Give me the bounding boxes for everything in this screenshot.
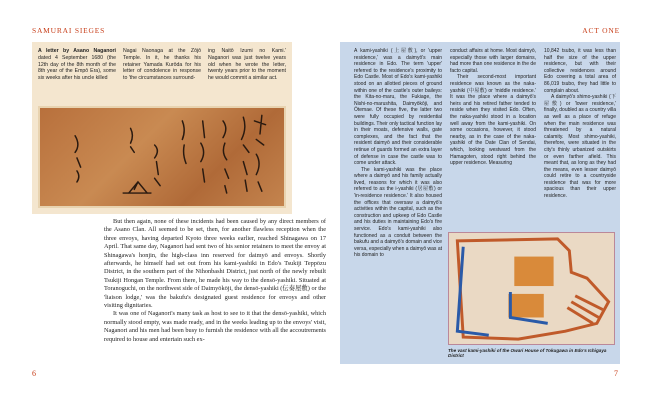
sidebar-column: Nagai Naonaga at the Zōjō Temple. In it, he thanks his retainer Yamada Kurōda for his letter of condolence in response to 'the circumstances surround-: [123, 48, 201, 82]
sidebar-text: dated 4 September 1680 (the 12th day of the 8th month of the 8th year of the Empō Era), some six weeks after his uncle killed: [38, 54, 116, 82]
body-text: [104, 218, 326, 344]
paragraph: It was one of Naganori's many task as host to see to it that the densō-yashiki, which normally stood empty, was made ready, and in the weeks leading up to the envoys' visit, Naganori and his men had been busy to furnish the residence with all the accoutrements required to house and entertain such ex-: [104, 310, 326, 343]
page-number-right: 7: [614, 369, 618, 378]
sidebar-column: [450, 48, 536, 167]
running-head-left: SAMURAI SIEGES: [32, 26, 106, 35]
page-number-left: 6: [32, 369, 36, 378]
sidebar-column: [354, 48, 442, 259]
residence-sidebar: [340, 42, 620, 364]
map-image: [448, 232, 615, 345]
sidebar-column: ing Naitō Izumi no Kami.' Naganori was just twelve years old when he wrote the letter, twenty years prior to the moment he would commit a similar act.: [208, 48, 286, 82]
paragraph: The kami-yashiki was the place where a daimyō and his family actually lived, reasons for which it was also referred to as the i-yashiki (居屋敷) or 'in-residence residence.' It also housed the offices that oversaw a daimyō's activities within the capital, such as the construction and upkeep of Edo Castle and his duties in maintaining Edo's fire service. Edo's kami-yashiki also functioned as a conduit between the bakufu and a daimyō's domain and vice versa, especially when a daimyō was at his domain to: [354, 166, 442, 259]
paragraph: A daimyō's shimo-yashiki (下屋敷) or 'lower residence,' finally, doubled as a country villa as well as a place of refuge when the main residence was threatened by a natural calamity. Most shimo-yashiki, therefore, were situated in the city's thinly urbanized outskirts or even farther afield. This meant that, as long as they had the means, even lesser daimyō could retire to a countryside residence that was for more spacious than their upper residence.: [544, 94, 616, 200]
sidebar-column: [544, 48, 616, 200]
paragraph: conduct affairs at home. Most daimyō, especially those with larger domains, had more than one residence in the de facto capital.: [450, 48, 536, 74]
paragraph: But then again, none of these incidents had been caused by any direct members of the Asano Clan. All seemed to be set, then, for another flawless reception when the three envoys, having departed Kyoto three weeks earlier, reached Shinagawa on 17 April. That same day, Naganori had sent two of his senior retainers to meet the envoy at Shinagawa's honjin, the high-class inn reserved for daimyō and envoys. Shortly afterwards, he himself had set out from his kami-yashiki in Edo's Tsukiji Teppōzu District, in the southern part of the Nihonbashi District, just north of the newly rebuilt Tsukiji Hongan Temple. From there, he made his way to the densō-yashiki. Situated at Toranoguchi, on the northwest side of Daimyōkōji, the densō-yashiki (伝奏屋敷) or the 'liaison lodge,' was the bakufu's designated guest residence for envoys and other visiting dignitaries.: [104, 218, 326, 310]
map-caption: The vast kami-yashiki of the Owari House of Tokugawa in Edo's Ichigaya District: [448, 348, 607, 358]
paragraph: 10,842 tsubo, it was less than half the size of the upper residence, but with their collective residences around Edo covering a total area of 86,019 tsubo, they had little to complain about.: [544, 48, 616, 94]
paragraph: Their second-most important residence was known as the naka-yashiki (中屋敷) or 'middle residence.' It was the place where a daimyō's heirs and his retired father tended to reside when they visited Edo. Often, the naka-yashiki stood in a location well away from the kami-yashiki. On some occasions, however, it stood nearby, as in the case of the naka-yashiki of the Date Clan of Sendai, which, looking westward from the Hamagoten, stood right behind the upper residence. Measuring: [450, 74, 536, 167]
letter-image: [38, 106, 286, 208]
letter-sidebar: [32, 42, 292, 214]
sidebar-lead: A letter by Asano Naganori: [38, 48, 116, 54]
running-head-right: ACT ONE: [582, 26, 620, 35]
sidebar-column: [38, 48, 116, 82]
paragraph: A kami-yashiki (上屋敷), or 'upper residence,' was a daimyō's main residence in Edo. The term 'upper' referred to the residence's proximity to Edo Castle. Most of Edo's kami-yashiki stood on an allotted pieces of ground within one of the castle's outer baileys: the Kita-no-maru, the Fukiage, the Nishi-no-marushita, Daimyōkōji, and Ōtemae. Of these five, the latter two were fully occupied by residential buildings. Their only tactical function lay in their moats, defensive walls, gate complexes, and the fact that the resident daimyō and their considerable retinue of guards formed an extra layer of defense in case the castle was to come under attack.: [354, 48, 443, 167]
